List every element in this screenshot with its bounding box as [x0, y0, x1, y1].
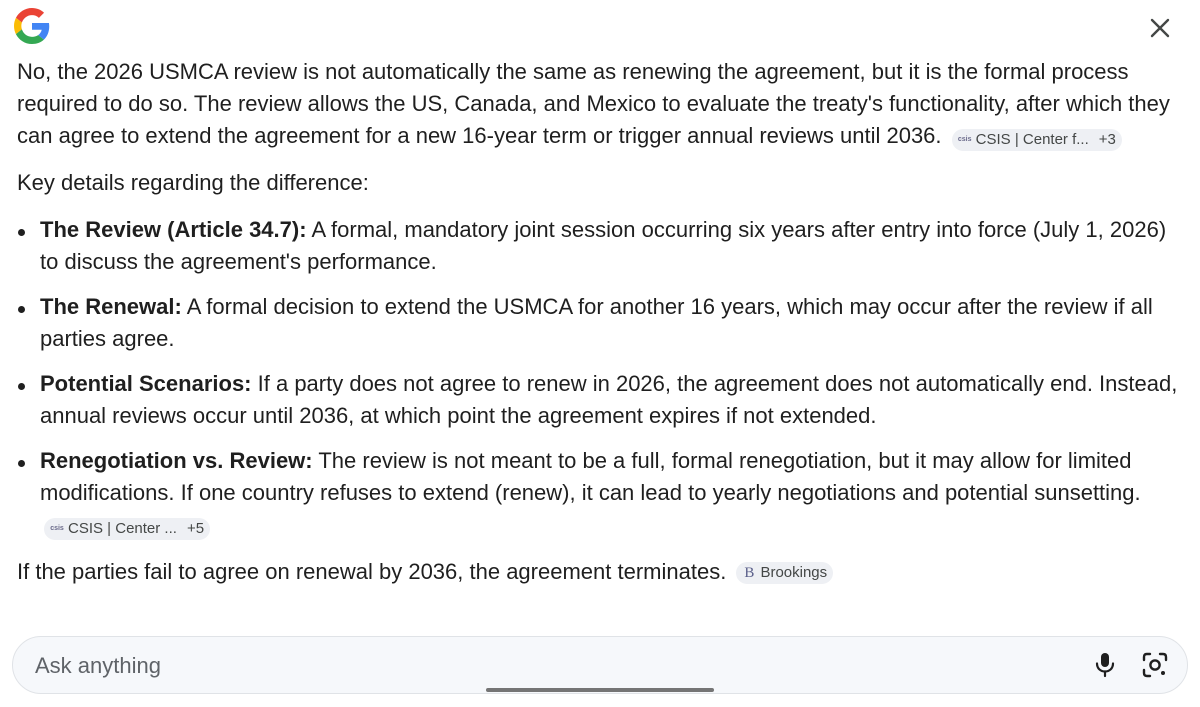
brookings-favicon-icon: B	[744, 565, 755, 581]
csis-favicon-icon: csis	[957, 136, 972, 143]
source-chip-count: +3	[1098, 131, 1116, 148]
bullet-title: The Renewal:	[40, 294, 182, 319]
conclusion-text: If the parties fail to agree on renewal by 2036, the agreement terminates.	[17, 559, 727, 584]
bullet-text: A formal, mandatory joint session occurring six years after entry into force (July 1, 2026) to discuss the agreement's performance.	[40, 217, 1167, 274]
list-item	[17, 368, 1183, 432]
ask-bar	[12, 636, 1188, 694]
source-chip-brookings[interactable]	[736, 562, 833, 584]
bullet-text: The review is not meant to be a full, formal renegotiation, but it may allow for limited modifications. If one country refuses to extend (renew), it can lead to yearly negotiations and potential sunsetting.	[40, 448, 1141, 505]
details-list	[17, 214, 1183, 541]
google-logo-icon	[14, 8, 50, 44]
list-item	[17, 214, 1183, 278]
bullet-text: If a party does not agree to renew in 2026, the agreement does not automatically end. Instead, annual reviews occur until 2036, at which point the agreement expires if not extended.	[40, 371, 1178, 428]
source-chip-label: Brookings	[760, 564, 828, 581]
source-chip-csis[interactable]	[952, 129, 1122, 151]
list-item	[17, 291, 1183, 355]
google-lens-icon[interactable]	[1142, 652, 1168, 678]
conclusion-paragraph	[17, 556, 1183, 588]
key-details-heading: Key details regarding the difference:	[17, 170, 369, 195]
bullet-title: Potential Scenarios:	[40, 371, 252, 396]
source-chip-label: CSIS | Center f...	[975, 131, 1089, 148]
bullet-text: A formal decision to extend the USMCA for another 16 years, which may occur after the review if all parties agree.	[40, 294, 1153, 351]
source-chip-csis[interactable]	[44, 518, 210, 540]
answer-intro-paragraph	[17, 56, 1183, 152]
ai-answer	[17, 56, 1183, 588]
bullet-title: The Review (Article 34.7):	[40, 217, 307, 242]
gesture-handle[interactable]	[486, 688, 714, 692]
ask-input[interactable]	[33, 650, 1037, 682]
intro-text: No, the 2026 USMCA review is not automatically the same as renewing the agreement, but it is the formal process required to do so. The review allows the US, Canada, and Mexico to evaluate the treaty's functionality, after which they can agree to extend the agreement for a new 16-year term or trigger annual reviews until 2036.	[17, 59, 1170, 148]
list-item	[17, 445, 1183, 541]
bullet-title: Renegotiation vs. Review:	[40, 448, 313, 473]
csis-favicon-icon: csis	[50, 525, 64, 532]
source-chip-label: CSIS | Center ...	[68, 520, 177, 537]
close-icon[interactable]	[1146, 14, 1174, 42]
microphone-icon[interactable]	[1093, 652, 1117, 678]
source-chip-count: +5	[186, 520, 205, 537]
